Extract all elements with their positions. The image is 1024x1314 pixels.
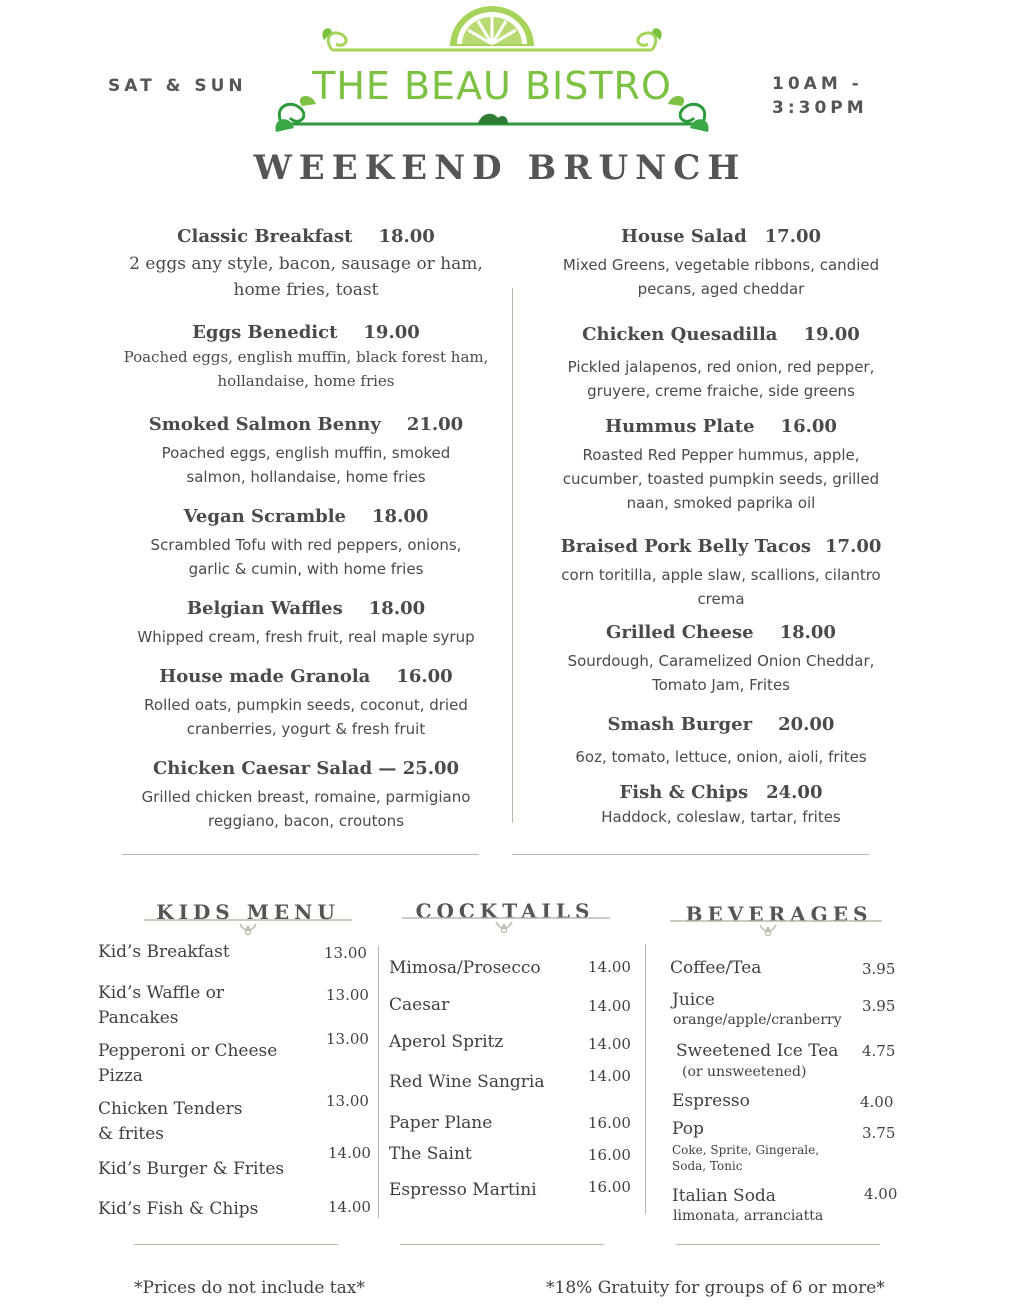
item-price: 18.00 [372,506,429,527]
ornament-icon [142,914,354,938]
cocktail-item-name: Espresso Martini [389,1180,537,1200]
brunch-menu-left [118,226,494,846]
brunch-menu-right [538,226,904,846]
beverage-item-price: 3.95 [862,997,896,1015]
menu-item [538,324,904,403]
kids-item-name: Kid’s Waffle or Pancakes [98,983,225,1028]
column-divider [512,288,513,823]
gratuity-note: *18% Gratuity for groups of 6 or more* [546,1278,885,1298]
menu-item [538,714,904,769]
item-price: 19.00 [363,322,420,343]
beverage-item-name: Espresso [672,1091,750,1111]
item-price: 18.00 [779,622,836,643]
kids-item-price: 13.00 [324,944,367,962]
beverage-item-name: Italian Soda [672,1186,776,1206]
item-price: 19.00 [803,324,860,345]
kids-item-price: 14.00 [328,1198,371,1216]
item-name: Eggs Benedict [192,322,338,343]
kids-item-name: Chicken Tenders & frites [98,1099,243,1144]
kids-item-price: 13.00 [326,1030,369,1048]
cocktail-item-name: Paper Plane [389,1113,493,1133]
menu-item [538,226,904,301]
item-name: Grilled Cheese [606,622,754,643]
item-name: House made Granola [159,666,371,687]
cocktail-item-name: Caesar [389,995,450,1015]
cocktail-item-price: 16.00 [588,1146,631,1164]
item-description: Roasted Red Pepper hummus, apple, cucumber, toasted pumpkin seeds, grilled naan, smoked paprika oil [562,446,880,512]
beverage-item-name: Coffee/Tea [670,958,762,978]
item-name: Smoked Salmon Benny [148,414,381,435]
cocktail-item-price: 16.00 [588,1114,631,1132]
kids-item-name: Pepperoni or Cheese Pizza [98,1041,278,1086]
section-divider [122,854,479,855]
beverages-title: BEVERAGES [685,902,873,926]
item-name: Braised Pork Belly Tacos [560,536,812,557]
menu-item [538,416,904,515]
restaurant-logo [272,6,712,146]
cocktail-item-price: 14.00 [588,958,631,976]
column-divider [645,944,646,1214]
item-price: 24.00 [766,782,823,803]
restaurant-name: THE BEAU BISTRO [312,64,672,108]
cocktail-item-name: Mimosa/Prosecco [389,958,541,978]
item-name: Vegan Scramble [183,506,347,527]
menu-item [118,666,494,741]
section-divider [134,1244,338,1245]
beverage-item-note: orange/apple/cranberry [673,1012,842,1028]
tax-note: *Prices do not include tax* [134,1278,365,1298]
item-description: Poached eggs, english muffin, black forest ham, hollandaise, home fries [123,348,489,390]
beverage-item-price: 4.00 [864,1185,898,1203]
kids-menu-title: KIDS MENU [156,900,340,924]
item-price: 18.00 [368,598,426,619]
item-name: Classic Breakfast [177,226,353,247]
item-price: 17.00 [764,226,822,247]
beverage-item-note: limonata, arranciatta [673,1208,824,1224]
item-description: 2 eggs any style, bacon, sausage or ham, home fries, toast [129,254,483,300]
ornament-icon [400,912,612,936]
item-name: Belgian Waffles [186,598,343,619]
menu-item [118,414,494,489]
beverage-item-note: Coke, Sprite, Gingerale, Soda, Tonic [672,1143,820,1173]
beverage-item-note: (or unsweetened) [682,1064,807,1080]
cocktail-item-name: Aperol Spritz [389,1032,504,1052]
section-divider [676,1244,880,1245]
item-price: 16.00 [780,416,837,437]
cocktail-item-price: 16.00 [588,1178,631,1196]
item-price: 16.00 [396,666,453,687]
beverage-item-price: 3.75 [862,1124,896,1142]
beverage-item-name: Sweetened Ice Tea [676,1041,839,1061]
menu-item [118,322,494,393]
item-price: 17.00 [825,536,882,557]
kids-item-price: 14.00 [328,1144,371,1162]
item-description: Scrambled Tofu with red peppers, onions, garlic & cumin, with home fries [150,536,462,578]
cocktail-item-price: 14.00 [588,1035,631,1053]
item-description: Sourdough, Caramelized Onion Cheddar, Tomato Jam, Frites [567,652,875,694]
kids-item-price: 13.00 [326,986,369,1004]
item-name: Fish & Chips [619,782,749,803]
menu-item [118,226,494,303]
menu-item [118,506,494,581]
item-name: Smash Burger [607,714,753,735]
kids-item-name: Kid’s Burger & Frites [98,1159,285,1179]
cocktail-item-price: 14.00 [588,1067,631,1085]
ornament-icon [668,915,884,939]
section-divider [512,854,869,855]
menu-item [118,758,494,833]
column-divider [378,946,379,1218]
item-description: Poached eggs, english muffin, smoked salmon, hollandaise, home fries [161,444,451,486]
beverage-item-price: 3.95 [862,960,896,978]
item-name: Chicken Quesadilla [582,324,778,345]
item-name: Chicken Caesar Salad — 25.00 [152,758,460,779]
cocktail-item-name: Red Wine Sangria [389,1072,545,1092]
item-name: House Salad [620,226,747,247]
item-name: Hummus Plate [605,416,755,437]
beverage-item-price: 4.75 [862,1042,896,1060]
item-price: 20.00 [778,714,835,735]
item-description: Whipped cream, fresh fruit, real maple syrup [137,628,475,646]
kids-item-name: Kid’s Breakfast [98,942,230,962]
beverage-item-name: Juice [672,990,715,1010]
cocktail-item-name: The Saint [389,1144,472,1164]
kids-item-name: Kid’s Fish & Chips [98,1199,259,1219]
item-description: Mixed Greens, vegetable ribbons, candied pecans, aged cheddar [562,256,880,298]
item-description: 6oz, tomato, lettuce, onion, aioli, frites [575,748,867,766]
beverage-item-name: Pop [672,1119,704,1139]
cocktails-title: COCKTAILS [415,899,595,923]
menu-item [538,622,904,697]
hours-label: 10AM - 3:30PM [772,74,868,118]
section-divider [400,1244,604,1245]
item-description: Pickled jalapenos, red onion, red pepper, gruyere, creme fraiche, side greens [567,358,875,400]
page-title: WEEKEND BRUNCH [253,148,747,188]
beverage-item-price: 4.00 [860,1093,894,1111]
item-price: 21.00 [406,414,464,435]
item-description: corn toritilla, apple slaw, scallions, cilantro crema [561,566,881,608]
kids-item-price: 13.00 [326,1092,369,1110]
cocktail-item-price: 14.00 [588,997,631,1015]
item-description: Rolled oats, pumpkin seeds, coconut, dried cranberries, yogurt & fresh fruit [144,696,468,738]
item-description: Haddock, coleslaw, tartar, frites [601,808,841,826]
item-price: 18.00 [378,226,435,247]
days-label: SAT & SUN [108,76,247,96]
item-description: Grilled chicken breast, romaine, parmigiano reggiano, bacon, croutons [141,788,471,830]
menu-item [538,536,904,611]
menu-item [118,598,494,649]
menu-item [538,782,904,829]
